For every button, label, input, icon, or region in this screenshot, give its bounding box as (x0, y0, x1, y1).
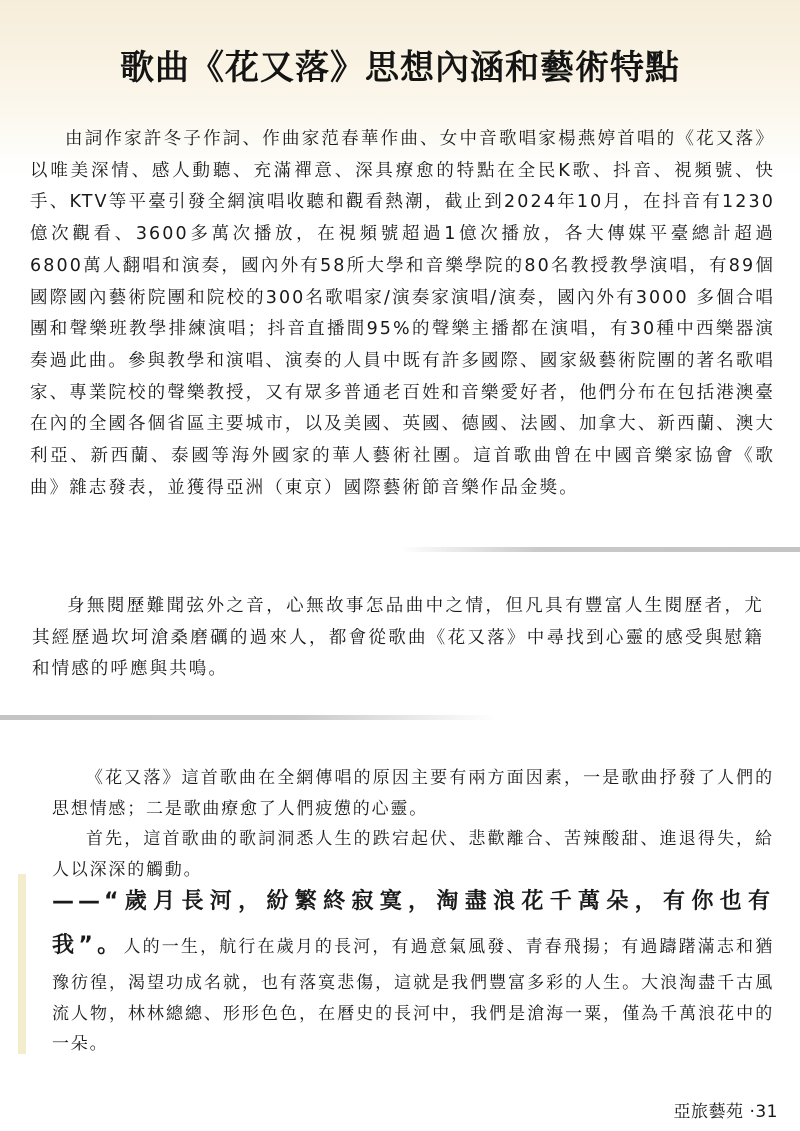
publication-name: 亞旅藝苑 (673, 1102, 744, 1122)
intro-paragraph: 由詞作家許冬子作詞、作曲家范春華作曲、女中音歌唱家楊燕婷首唱的《花又落》以唯美深情、感人動聽、充滿禪意、深具療愈的特點在全民K歌、抖音、視頻號、快手、KTV等平臺引發全網演唱收聽和觀看熱潮，截止到2024年10月，在抖音有1230億次觀看、3600多萬次播放，在視頻號超過1億次播放，各大傳媒平臺總計超過6800萬人翻唱和演奏，國內外有58所大學和音樂學院的80名教授教學演唱，有89個國際國內藝術院團和院校的300名歌唱家/演奏家演唱/演奏，國內外有3000 多個合唱團和聲樂班教學排練演唱；抖音直播間95%的聲樂主播都在演唱，有30種中西樂器演奏過此曲。參與教學和演唱、演奏的人員中既有許多國際、國家級藝術院團的著名歌唱家、專業院校的聲樂教授，又有眾多普通老百姓和音樂愛好者，他們分布在包括港澳臺在內的全國各個省區主要城市，以及美國、英國、德國、法國、加拿大、新西蘭、澳大利亞、新西蘭、泰國等海外國家的華人藝術社團。這首歌曲曾在中國音樂家協會《歌曲》雜志發表，並獲得亞洲（東京）國際藝術節音樂作品金獎。 (30, 129, 775, 498)
footer-separator: · (749, 1102, 756, 1122)
lyric-quote-block (52, 880, 774, 1060)
page-footer (674, 1097, 778, 1122)
lyric-quote: ——“歲月長河，紛繁終寂寞，淘盡浪花千萬朵，有你也有我”。 (52, 889, 774, 958)
page-number: 31 (755, 1102, 778, 1122)
section-divider-right (400, 547, 800, 552)
reasons-paragraph: 《花又落》這首歌曲在全網傳唱的原因主要有兩方面因素，一是歌曲抒發了人們的思想情感；二是歌曲療愈了人們疲憊的心靈。 (52, 768, 774, 819)
page-title: 歌曲《花又落》思想內涵和藝術特點 (120, 48, 680, 88)
section-divider-left (0, 715, 495, 720)
lyric-commentary: 人的一生，航行在歲月的長河，有過意氣風發、青春飛揚；有過躊躇滿志和猶豫彷徨，渴望功成名就，也有落寞悲傷，這就是我們豐富多彩的人生。大浪淘盡千古風流人物，林林總總、形形色色，在曆史的長河中，我們是滄海一粟，僅為千萬浪花中的一朵。 (52, 937, 774, 1054)
reflection-paragraph: 身無閱歷難聞弦外之音，心無故事怎品曲中之情，但凡具有豐富人生閱歷者，尤其經歷過坎坷滄桑磨礪的過來人，都會從歌曲《花又落》中尋找到心靈的感受與慰籍和情感的呼應與共鳴。 (32, 596, 764, 680)
lyrics-insight-paragraph: 首先，這首歌曲的歌詞洞悉人生的跌宕起伏、悲歡離合、苦辣酸甜、進退得失，給人以深深的觸動。 (52, 829, 774, 880)
quote-accent-bar (18, 874, 26, 1054)
